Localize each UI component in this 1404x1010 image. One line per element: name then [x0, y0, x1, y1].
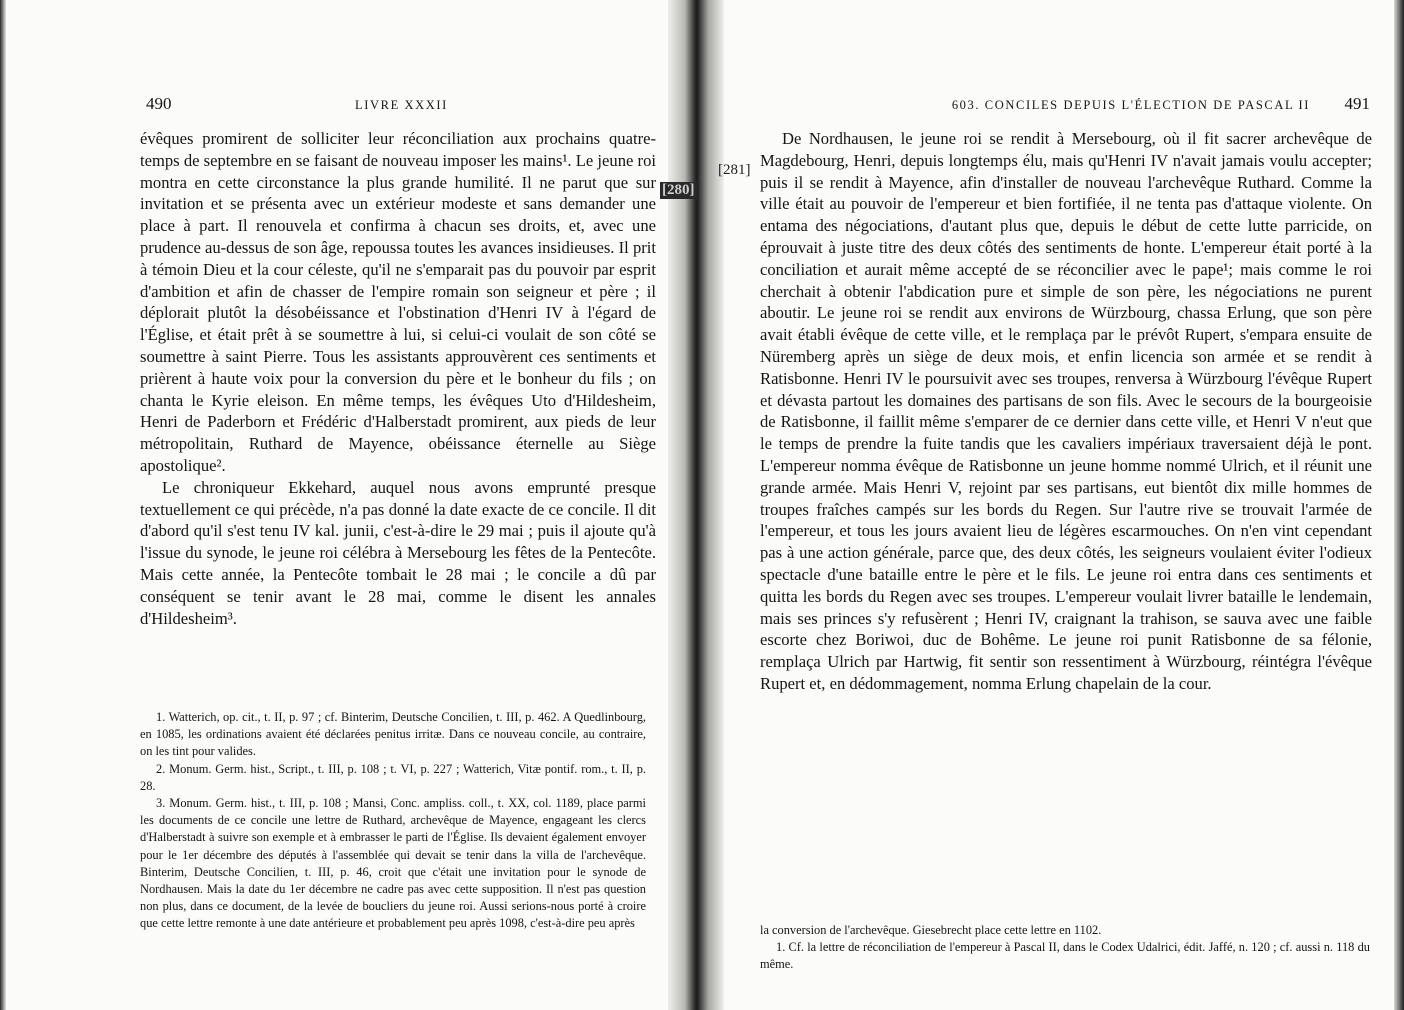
- left-footnotes: [140, 709, 646, 933]
- left-running-head: [140, 94, 660, 116]
- left-page: [0, 0, 668, 1010]
- page-edge-right: [1394, 0, 1404, 1010]
- right-running-title: 603. CONCILES DEPUIS L'ÉLECTION DE PASCAL II: [951, 98, 1310, 112]
- left-footnote-3: 3. Monum. Germ. hist., t. III, p. 108 ; Mansi, Conc. ampliss. coll., t. XX, col. 1189, place parmi les documents de ce concile une lettre de Ruthard, archevêque de Mayence, engageant les clercs d'Halberstadt à suivre son exemple et à embrasser le parti de l'Église. Ils devaient également envoyer pour le 1er décembre des députés à l'assemblée qui devait se tenir dans la villa de l'archevêque. Binterim, Deutsche Concilien, t. III, p. 46, croit que c'était une invitation pour le synode de Nordhausen. Mais la date du 1er décembre ne cadre pas avec cette supposition. Il n'est pas question non plus, dans ce document, de la levée de boucliers du jeune roi. Aussi serions-nous porté à croire que cette lettre remonte à une date antérieure et probablement peu après 1098, c'est-à-dire peu après: [140, 796, 646, 931]
- right-page: [724, 0, 1404, 1010]
- right-body-text: [760, 128, 1372, 695]
- right-footnote-continuation: la conversion de l'archevêque. Giesebrecht place cette lettre en 1102.: [760, 923, 1102, 937]
- left-paragraph-1: évêques promirent de solliciter leur réconciliation aux prochains quatre-temps de septembre en se faisant de nouveau imposer les mains¹. Le jeune roi montra en cette circonstance la plus grande humilité. Il ne parut que sur invitation et se présenta avec un extérieur modeste et sans demander une place à part. Il renouvela et confirma à chacun ses droits, et, avec une prudence au-dessus de son âge, repoussa toutes les avances insidieuses. Il prit à témoin Dieu et la cour céleste, qu'il ne s'emparait pas du pouvoir par esprit d'ambition et afin de chasser de l'empire romain son seigneur et père ; il déplorait plutôt la désobéissance et l'obstination d'Henri IV à l'égard de l'Église, et était prêt à se soumettre à lui, si celui-ci voulait de son côté se soumettre à saint Pierre. Tous les assistants approuvèrent ces sentiments et prièrent à haute voix pour la conversion du père et le bonheur du fils ; on chanta le Kyrie eleison. En même temps, les évêques Uto d'Hildesheim, Henri de Paderborn et Frédéric d'Halberstadt promirent, aux pieds de leur métropolitain, Ruthard de Mayence, obéissance éternelle au Siège apostolique².: [140, 129, 656, 475]
- left-page-number: 490: [146, 94, 172, 113]
- right-running-head: [758, 94, 1370, 116]
- right-page-number: 491: [1344, 94, 1370, 113]
- left-margin-number: [280]: [662, 182, 695, 198]
- right-footnote-1: 1. Cf. la lettre de réconciliation de l'empereur à Pascal II, dans le Codex Udalrici, édit. Jaffé, n. 120 ; cf. aussi n. 118 du même.: [760, 940, 1370, 972]
- book-gutter: [668, 0, 724, 1010]
- left-running-title: LIVRE XXXII: [355, 98, 448, 112]
- left-footnote-2: 2. Monum. Germ. hist., Script., t. III, p. 108 ; t. VI, p. 227 ; Watterich, Vitæ pontif. rom., t. II, p. 28.: [140, 761, 646, 793]
- left-body-text: [140, 128, 656, 629]
- right-paragraph-1: De Nordhausen, le jeune roi se rendit à Mersebourg, où il fit sacrer archevêque de Magdebourg, Henri, depuis longtemps élu, mais qu'Henri IV n'avait jamais voulu accepter; puis il se rendit à Mayence, afin d'installer de nouveau l'archevêque Ruthard. Comme la ville était au pouvoir de l'empereur et bien fortifiée, il ne tenta pas d'attaque violente. On entama des négociations, d'autant plus que, depuis le début de cette lutte parricide, on éprouvait à juste titre des deux côtés des sentiments de honte. L'empereur était porté à la conciliation et aurait même accepté de se réconcilier avec le pape¹; mais comme le roi cherchait à obtenir l'abdication pure et simple de son père, les négociations ne purent aboutir. Le jeune roi se rendit aux environs de Würzbourg, chassa Erlung, que son père avait établi évêque de cette ville, et le remplaça par le prévôt Rupert, s'empara ensuite de Nüremberg après un siège de deux mois, et enfin licencia son armée et se rendit à Ratisbonne. Henri IV le poursuivit avec ses troupes, renversa à Würzbourg l'évêque Rupert et dévasta partout les domaines des partisans de son fils. Avec le secours de la bourgeoisie de Ratisbonne, il faillit même s'emparer de ce dernier dans cette ville, et Henri V n'eut que le temps de prendre la fuite tandis que les cavaliers impériaux traversaient déjà le pont. L'empereur nomma évêque de Ratisbonne un jeune homme nommé Ulrich, et il réunit une grande armée. Mais Henri V, rejoint par ses partisans, eut bientôt dix mille hommes de troupes fraîches campés sur les bords du Regen. Sur l'autre rive se trouvait l'armée de l'empereur, et tous les jours avaient lieu de légères escarmouches. On n'en vint cependant pas à une action générale, parce que, des deux côtés, les seigneurs voulaient éviter l'odieux spectacle d'une bataille entre le père et le fils. Le jeune roi entra dans ces sentiments et quitta les bords du Regen avec ses troupes. L'empereur voulait livrer bataille le lendemain, mais ses princes s'y refusèrent ; Henri IV, craignant la trahison, se sauva avec une faible escorte chez Boriwoi, duc de Bohême. Le jeune roi punit Ratisbonne de sa félonie, remplaça Ulrich par Hartwig, fit sentir son ressentiment à Würzbourg, réintégra l'évêque Rupert et, en dédommagement, nomma Erlung chapelain de la cour.: [760, 129, 1372, 693]
- right-footnotes: [760, 922, 1370, 974]
- left-paragraph-2: Le chroniqueur Ekkehard, auquel nous avons emprunté presque textuellement ce qui précède, n'a pas donné la date exacte de ce concile. Il dit d'abord qu'il s'est tenu IV kal. junii, c'est-à-dire le 29 mai ; puis il ajoute qu'à l'issue du synode, le jeune roi célébra à Mersebourg les fêtes de la Pentecôte. Mais cette année, la Pentecôte tombait le 28 mai ; le concile a dû par conséquent se tenir avant le 28 mai, comme le disent les annales d'Hildesheim³.: [140, 477, 656, 628]
- left-footnote-1: 1. Watterich, op. cit., t. II, p. 97 ; cf. Binterim, Deutsche Concilien, t. III, p. 462. A Quedlinbourg, en 1085, les ordinations avaient été déclarées penitus irritæ. Dans ce nouveau concile, au contraire, on les tint pour valides.: [140, 710, 646, 759]
- right-margin-number: [281]: [718, 162, 751, 178]
